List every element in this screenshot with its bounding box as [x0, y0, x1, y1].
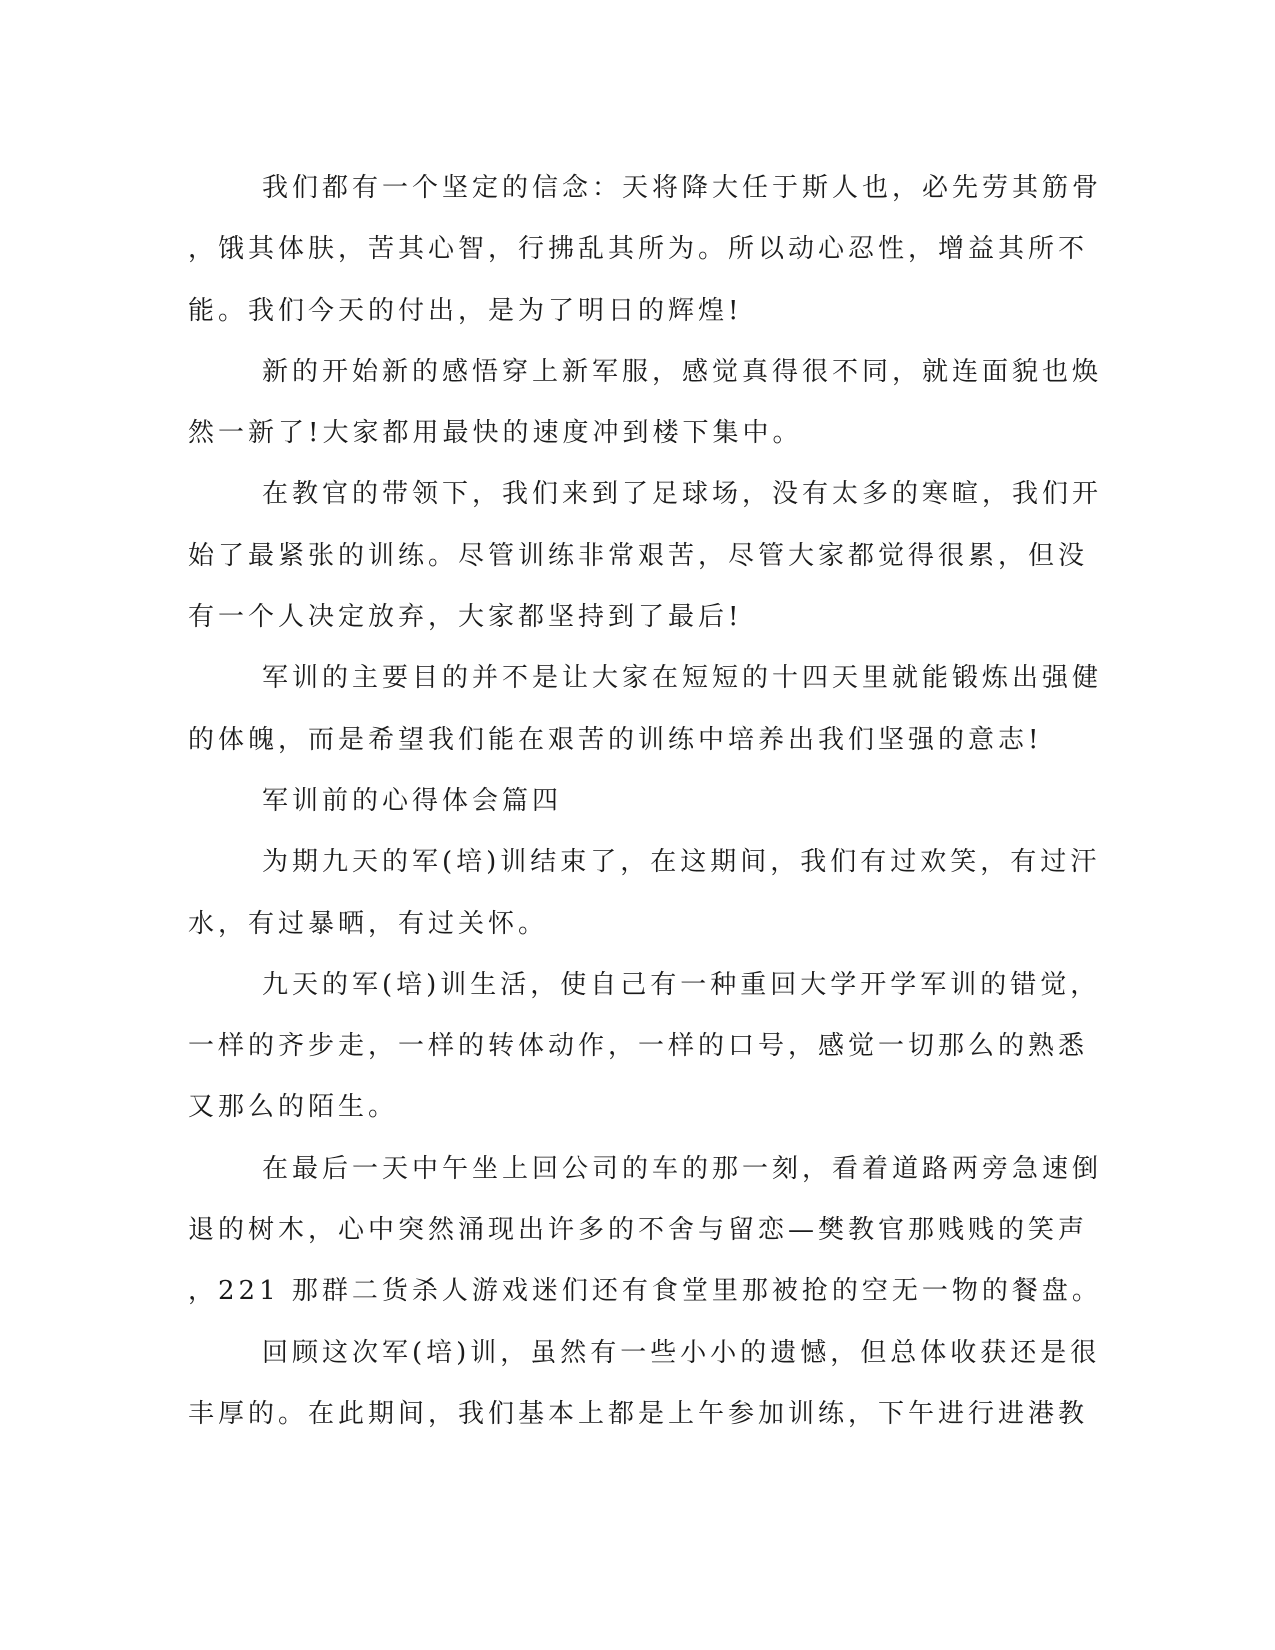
text-line: 在最后一天中午坐上回公司的车的那一刻，看着道路两旁急速倒	[262, 1153, 1103, 1184]
text-line: 我们都有一个坚定的信念：天将降大任于斯人也，必先劳其筋骨	[262, 173, 1103, 203]
text-line: 然一新了!大家都用最快的速度冲到楼下集中。	[188, 418, 803, 449]
text-line: 的体魄，而是希望我们能在艰苦的训练中培养出我们坚强的意志!	[188, 724, 1043, 755]
text-line: 新的开始新的感悟穿上新军服，感觉真得很不同，就连面貌也焕	[262, 356, 1103, 387]
text-line: 水，有过暴晒，有过关怀。	[188, 908, 549, 939]
text-line: 军训的主要目的并不是让大家在短短的十四天里就能锻炼出强健	[262, 663, 1103, 694]
section-heading: 军训前的心得体会篇四	[262, 785, 563, 816]
text-line: 回顾这次军(培)训，虽然有一些小小的遗憾，但总体收获还是很	[262, 1337, 1101, 1368]
text-line: 为期九天的军(培)训结束了，在这期间，我们有过欢笑，有过汗	[262, 847, 1101, 878]
text-line: 有一个人决定放弃，大家都坚持到了最后!	[188, 602, 743, 633]
text-line: 退的树木，心中突然涌现出许多的不舍与留恋—樊教官那贱贱的笑声	[188, 1215, 1089, 1246]
text-line: ，饿其体肤，苦其心智，行拂乱其所为。所以动心忍性，增益其所不	[188, 234, 1089, 265]
document-body	[188, 158, 1103, 1445]
text-line: 一样的齐步走，一样的转体动作，一样的口号，感觉一切那么的熟悉	[188, 1031, 1089, 1062]
text-line: 在教官的带领下，我们来到了足球场，没有太多的寒暄，我们开	[262, 479, 1103, 510]
text-line: 能。我们今天的付出，是为了明日的辉煌!	[188, 295, 743, 326]
text-line: 九天的军(培)训生活，使自己有一种重回大学开学军训的错觉，	[262, 969, 1101, 1000]
text-line: ，221 那群二货杀人游戏迷们还有食堂里那被抢的空无一物的餐盘。	[188, 1276, 1102, 1307]
text-line: 丰厚的。在此期间，我们基本上都是上午参加训练，下午进行进港教	[188, 1398, 1089, 1429]
text-line: 始了最紧张的训练。尽管训练非常艰苦，尽管大家都觉得很累，但没	[188, 540, 1089, 571]
text-line: 又那么的陌生。	[188, 1092, 399, 1123]
